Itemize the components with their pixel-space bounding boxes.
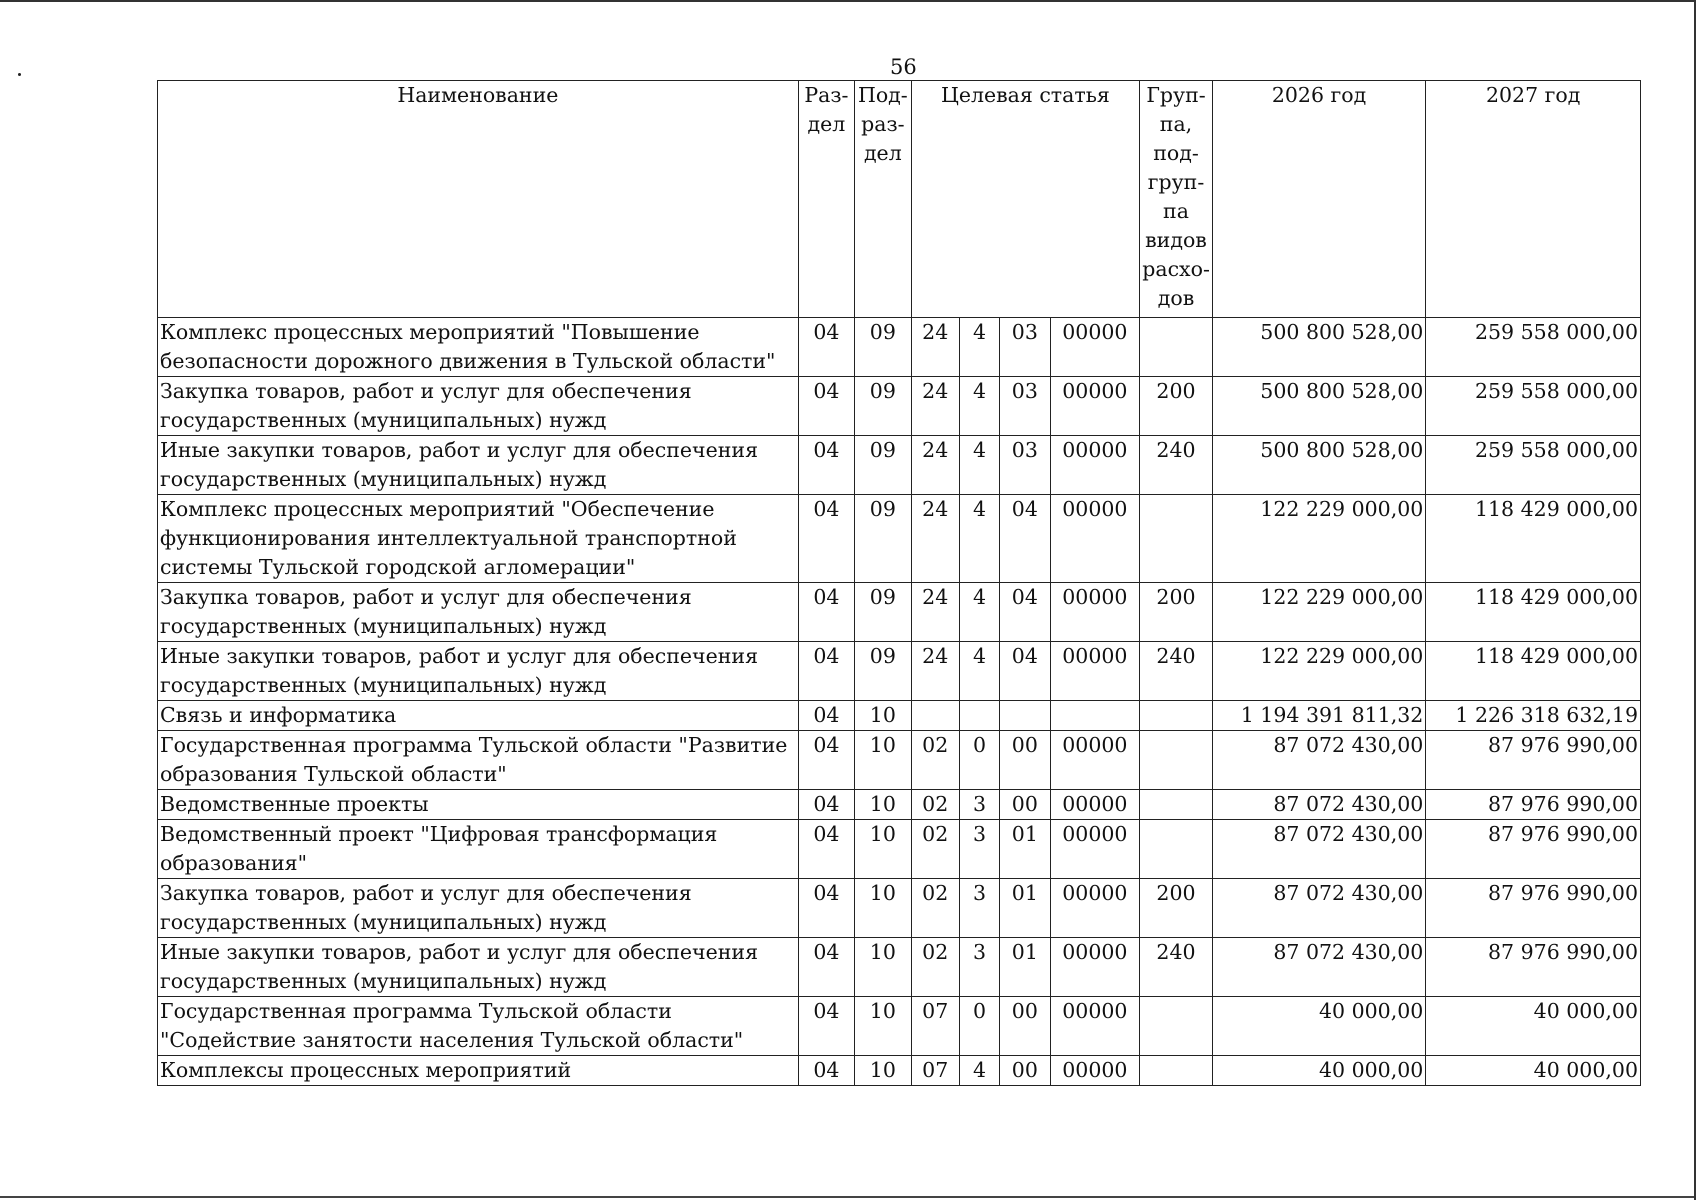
row-target-type: 3 <box>959 820 999 879</box>
row-name: Комплекс процессных мероприятий "Повышение безопасности дорожного движения в Тульской области" <box>158 318 799 377</box>
row-amount-2027: 87 976 990,00 <box>1426 879 1641 938</box>
row-amount-2026: 122 229 000,00 <box>1212 642 1426 701</box>
row-target-subprogram: 04 <box>1000 642 1050 701</box>
row-amount-2026: 122 229 000,00 <box>1212 583 1426 642</box>
row-target-direction: 00000 <box>1050 436 1140 495</box>
row-amount-2027: 259 558 000,00 <box>1426 377 1641 436</box>
row-amount-2027: 87 976 990,00 <box>1426 820 1641 879</box>
table-row <box>158 997 1641 1056</box>
row-target-program: 24 <box>911 583 959 642</box>
row-expense-group <box>1140 790 1213 820</box>
row-expense-group <box>1140 820 1213 879</box>
row-name: Иные закупки товаров, работ и услуг для обеспечения государственных (муниципальных) нужд <box>158 938 799 997</box>
row-name: Связь и информатика <box>158 701 799 731</box>
row-name: Закупка товаров, работ и услуг для обеспечения государственных (муниципальных) нужд <box>158 583 799 642</box>
row-target-direction: 00000 <box>1050 820 1140 879</box>
row-target-program: 24 <box>911 495 959 583</box>
row-target-type: 4 <box>959 583 999 642</box>
row-amount-2027: 118 429 000,00 <box>1426 495 1641 583</box>
row-target-type: 3 <box>959 790 999 820</box>
row-target-subprogram: 00 <box>1000 997 1050 1056</box>
row-subsection: 09 <box>855 642 911 701</box>
row-target-program: 24 <box>911 377 959 436</box>
table-row <box>158 790 1641 820</box>
row-target-program: 02 <box>911 879 959 938</box>
row-subsection: 09 <box>855 377 911 436</box>
row-target-program: 07 <box>911 1056 959 1086</box>
row-section: 04 <box>798 997 854 1056</box>
row-expense-group <box>1140 731 1213 790</box>
table-row <box>158 377 1641 436</box>
bottom-rule <box>0 1196 1694 1198</box>
row-name: Комплекс процессных мероприятий "Обеспечение функционирования интеллектуальной транспортной системы Тульской городской агломерации" <box>158 495 799 583</box>
row-amount-2026: 40 000,00 <box>1212 1056 1426 1086</box>
table-body <box>158 318 1641 1086</box>
row-target-program: 24 <box>911 642 959 701</box>
row-target-direction <box>1050 701 1140 731</box>
header-target-article: Целевая статья <box>911 81 1140 318</box>
row-target-type: 4 <box>959 495 999 583</box>
header-year-2026: 2026 год <box>1212 81 1426 318</box>
row-subsection: 10 <box>855 820 911 879</box>
row-target-direction: 00000 <box>1050 997 1140 1056</box>
row-subsection: 09 <box>855 318 911 377</box>
row-amount-2026: 500 800 528,00 <box>1212 436 1426 495</box>
row-section: 04 <box>798 879 854 938</box>
row-subsection: 10 <box>855 879 911 938</box>
row-amount-2026: 87 072 430,00 <box>1212 879 1426 938</box>
row-target-direction: 00000 <box>1050 731 1140 790</box>
row-expense-group: 200 <box>1140 377 1213 436</box>
row-amount-2026: 500 800 528,00 <box>1212 318 1426 377</box>
header-expense-group: Груп- па, под- груп- па видов расхо- дов <box>1140 81 1213 318</box>
row-target-type: 4 <box>959 318 999 377</box>
table-row <box>158 820 1641 879</box>
row-name: Государственная программа Тульской области "Содействие занятости населения Тульской области" <box>158 997 799 1056</box>
row-amount-2026: 87 072 430,00 <box>1212 938 1426 997</box>
row-target-subprogram <box>1000 701 1050 731</box>
row-amount-2027: 1 226 318 632,19 <box>1426 701 1641 731</box>
row-target-type: 3 <box>959 879 999 938</box>
row-name: Закупка товаров, работ и услуг для обеспечения государственных (муниципальных) нужд <box>158 879 799 938</box>
row-target-program: 07 <box>911 997 959 1056</box>
row-amount-2026: 1 194 391 811,32 <box>1212 701 1426 731</box>
row-expense-group: 240 <box>1140 642 1213 701</box>
row-target-program: 24 <box>911 436 959 495</box>
row-target-subprogram: 00 <box>1000 1056 1050 1086</box>
row-expense-group: 200 <box>1140 583 1213 642</box>
row-name: Иные закупки товаров, работ и услуг для обеспечения государственных (муниципальных) нужд <box>158 642 799 701</box>
scan-speck <box>18 73 21 76</box>
header-section: Раз- дел <box>798 81 854 318</box>
row-section: 04 <box>798 1056 854 1086</box>
row-target-program: 02 <box>911 938 959 997</box>
row-amount-2026: 87 072 430,00 <box>1212 820 1426 879</box>
row-amount-2027: 87 976 990,00 <box>1426 938 1641 997</box>
table-row <box>158 583 1641 642</box>
row-expense-group <box>1140 318 1213 377</box>
row-expense-group <box>1140 701 1213 731</box>
row-amount-2027: 87 976 990,00 <box>1426 731 1641 790</box>
row-target-subprogram: 00 <box>1000 731 1050 790</box>
table-row <box>158 731 1641 790</box>
row-target-program <box>911 701 959 731</box>
row-target-direction: 00000 <box>1050 495 1140 583</box>
row-target-type: 3 <box>959 938 999 997</box>
row-target-subprogram: 03 <box>1000 318 1050 377</box>
table-header-row <box>158 81 1641 318</box>
row-subsection: 10 <box>855 938 911 997</box>
row-amount-2026: 40 000,00 <box>1212 997 1426 1056</box>
row-target-type: 0 <box>959 731 999 790</box>
page-number: 56 <box>890 55 917 79</box>
row-name: Иные закупки товаров, работ и услуг для обеспечения государственных (муниципальных) нужд <box>158 436 799 495</box>
header-year-2027: 2027 год <box>1426 81 1641 318</box>
header-name: Наименование <box>158 81 799 318</box>
row-target-program: 02 <box>911 731 959 790</box>
row-section: 04 <box>798 642 854 701</box>
row-amount-2026: 122 229 000,00 <box>1212 495 1426 583</box>
table-row <box>158 318 1641 377</box>
row-section: 04 <box>798 377 854 436</box>
row-section: 04 <box>798 495 854 583</box>
row-target-program: 24 <box>911 318 959 377</box>
row-target-direction: 00000 <box>1050 938 1140 997</box>
row-section: 04 <box>798 318 854 377</box>
row-target-type: 4 <box>959 377 999 436</box>
row-subsection: 09 <box>855 583 911 642</box>
header-subsection: Под- раз- дел <box>855 81 911 318</box>
row-target-direction: 00000 <box>1050 642 1140 701</box>
row-expense-group <box>1140 1056 1213 1086</box>
row-target-subprogram: 01 <box>1000 938 1050 997</box>
row-target-type: 4 <box>959 436 999 495</box>
row-amount-2027: 40 000,00 <box>1426 1056 1641 1086</box>
row-target-subprogram: 03 <box>1000 436 1050 495</box>
row-expense-group: 240 <box>1140 938 1213 997</box>
row-expense-group <box>1140 997 1213 1056</box>
row-amount-2027: 118 429 000,00 <box>1426 642 1641 701</box>
row-section: 04 <box>798 731 854 790</box>
table-row <box>158 495 1641 583</box>
row-target-type <box>959 701 999 731</box>
table-row <box>158 938 1641 997</box>
row-target-subprogram: 04 <box>1000 583 1050 642</box>
row-target-subprogram: 04 <box>1000 495 1050 583</box>
row-target-program: 02 <box>911 820 959 879</box>
row-target-type: 4 <box>959 642 999 701</box>
row-amount-2027: 259 558 000,00 <box>1426 318 1641 377</box>
table-row <box>158 701 1641 731</box>
table-row <box>158 436 1641 495</box>
row-target-direction: 00000 <box>1050 1056 1140 1086</box>
row-target-direction: 00000 <box>1050 790 1140 820</box>
row-amount-2026: 87 072 430,00 <box>1212 731 1426 790</box>
row-amount-2026: 87 072 430,00 <box>1212 790 1426 820</box>
row-target-subprogram: 03 <box>1000 377 1050 436</box>
row-expense-group <box>1140 495 1213 583</box>
row-target-direction: 00000 <box>1050 583 1140 642</box>
row-section: 04 <box>798 583 854 642</box>
row-name: Ведомственные проекты <box>158 790 799 820</box>
table-row <box>158 1056 1641 1086</box>
row-name: Ведомственный проект "Цифровая трансформация образования" <box>158 820 799 879</box>
row-name: Комплексы процессных мероприятий <box>158 1056 799 1086</box>
row-amount-2027: 259 558 000,00 <box>1426 436 1641 495</box>
table-row <box>158 879 1641 938</box>
row-section: 04 <box>798 701 854 731</box>
row-subsection: 10 <box>855 731 911 790</box>
row-subsection: 10 <box>855 997 911 1056</box>
row-section: 04 <box>798 938 854 997</box>
row-section: 04 <box>798 820 854 879</box>
row-amount-2026: 500 800 528,00 <box>1212 377 1426 436</box>
budget-table <box>157 80 1641 1086</box>
row-amount-2027: 40 000,00 <box>1426 997 1641 1056</box>
row-target-direction: 00000 <box>1050 318 1140 377</box>
row-amount-2027: 118 429 000,00 <box>1426 583 1641 642</box>
row-amount-2027: 87 976 990,00 <box>1426 790 1641 820</box>
row-target-direction: 00000 <box>1050 377 1140 436</box>
row-subsection: 10 <box>855 790 911 820</box>
row-expense-group: 240 <box>1140 436 1213 495</box>
row-name: Закупка товаров, работ и услуг для обеспечения государственных (муниципальных) нужд <box>158 377 799 436</box>
row-section: 04 <box>798 790 854 820</box>
row-subsection: 10 <box>855 1056 911 1086</box>
row-subsection: 09 <box>855 436 911 495</box>
row-target-type: 4 <box>959 1056 999 1086</box>
row-subsection: 10 <box>855 701 911 731</box>
table-row <box>158 642 1641 701</box>
row-target-subprogram: 00 <box>1000 790 1050 820</box>
row-target-type: 0 <box>959 997 999 1056</box>
row-section: 04 <box>798 436 854 495</box>
row-subsection: 09 <box>855 495 911 583</box>
row-expense-group: 200 <box>1140 879 1213 938</box>
row-target-subprogram: 01 <box>1000 879 1050 938</box>
row-name: Государственная программа Тульской области "Развитие образования Тульской области" <box>158 731 799 790</box>
row-target-direction: 00000 <box>1050 879 1140 938</box>
row-target-program: 02 <box>911 790 959 820</box>
row-target-subprogram: 01 <box>1000 820 1050 879</box>
